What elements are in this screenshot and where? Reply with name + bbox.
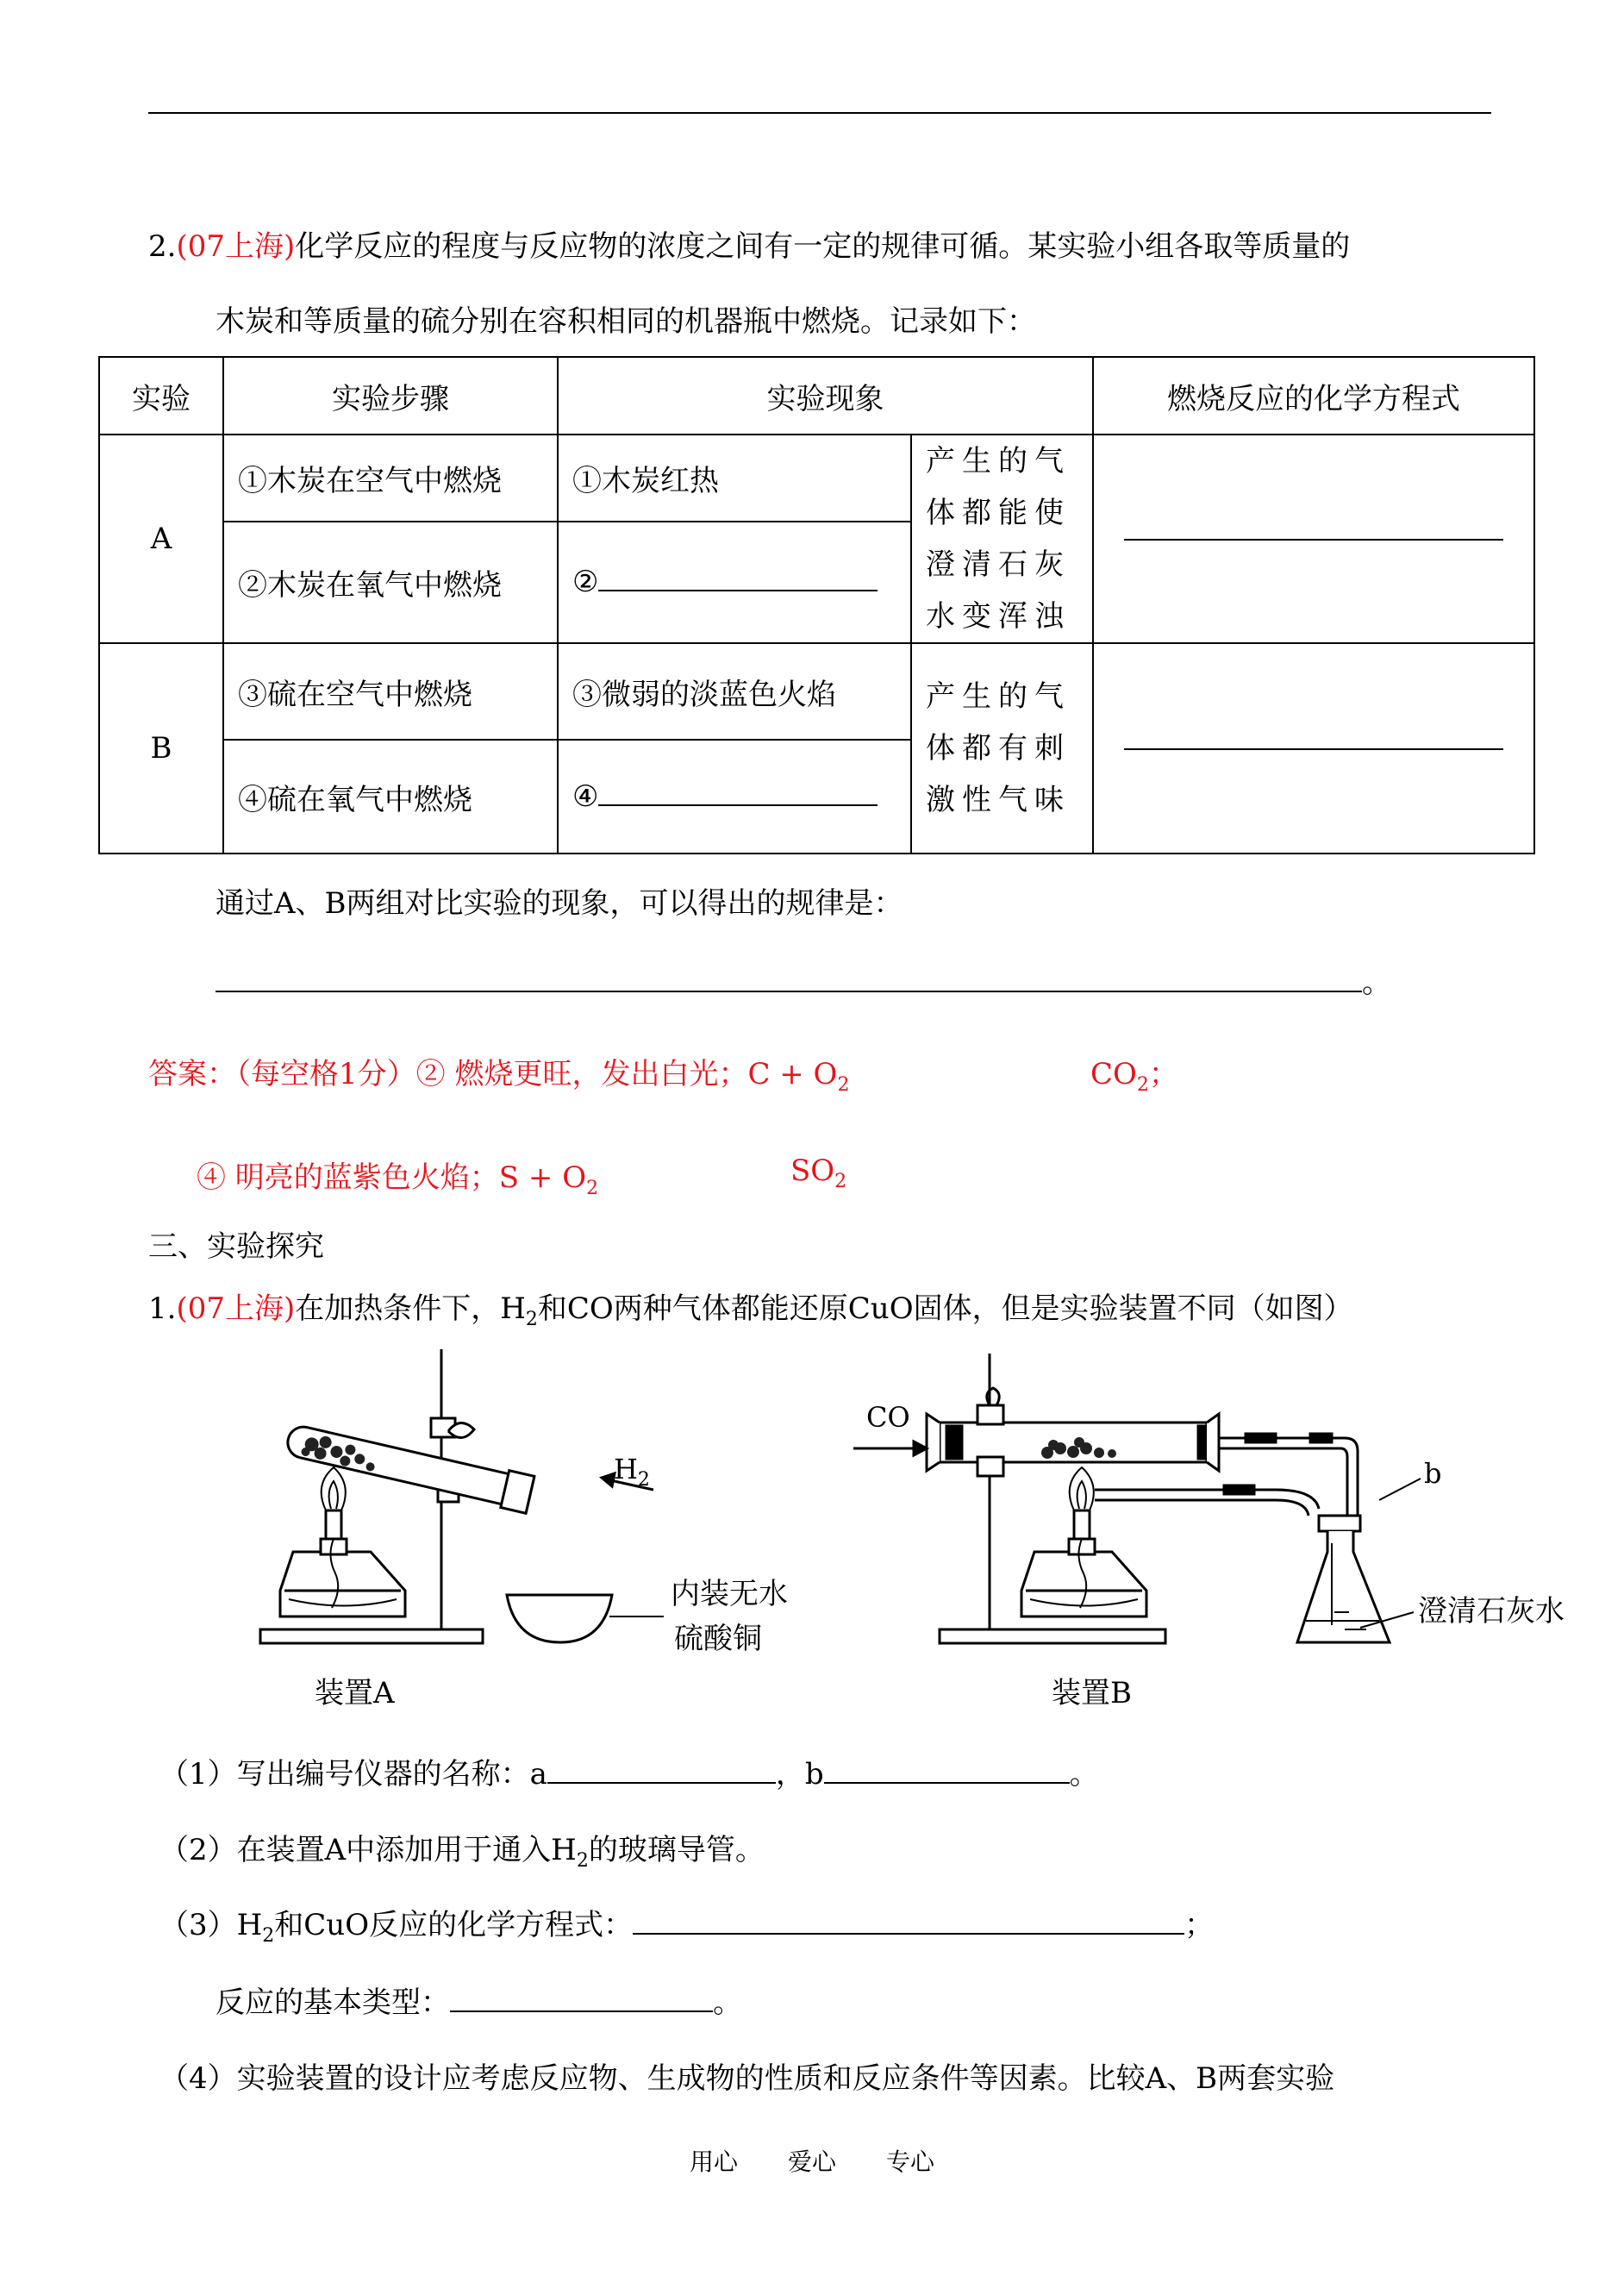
limewater-label: 澄清石灰水 — [1418, 1594, 1565, 1629]
conclusion-blank[interactable] — [215, 990, 1362, 992]
subq-3-type — [215, 1979, 742, 2021]
answer-1-sub: 2 — [837, 1074, 850, 1096]
group-b-obs2-blank[interactable] — [598, 804, 878, 806]
group-b-obs1: ③微弱的淡蓝色火焰 — [558, 643, 911, 740]
table-header-row — [99, 357, 1534, 435]
header-rule — [148, 112, 1491, 114]
q1-number: 1. — [148, 1291, 177, 1326]
subq-4: （4）实验装置的设计应考虑反应物、生成物的性质和反应条件等因素。比较A、B两套实验 — [159, 2061, 1335, 2096]
conclusion-end: 。 — [1362, 966, 1391, 1000]
caption-a: 装置A — [315, 1676, 395, 1710]
stand-base-a — [260, 1629, 483, 1643]
q2-number: 2. — [148, 229, 177, 264]
conclusion-line — [215, 959, 1391, 1001]
subq-3-sub: 2 — [262, 1925, 275, 1947]
answer-line2 — [197, 1154, 599, 1199]
conclusion-prompt: 通过A、B两组对比实验的现象，可以得出的规律是： — [215, 886, 903, 921]
footer-b: 爱心 — [788, 2148, 837, 2176]
group-b-equation-cell — [1093, 643, 1534, 854]
evaporating-dish — [507, 1595, 612, 1642]
answer-2-product — [790, 1154, 847, 1192]
answer-2-product-text: SO — [790, 1154, 835, 1188]
group-a-label: A — [99, 435, 223, 643]
subq-3-type-end: 。 — [713, 1985, 742, 2020]
dish-label-1: 内装无水 — [671, 1577, 788, 1611]
group-b-obs2-cell — [558, 740, 911, 854]
subq-3-type-text: 反应的基本类型： — [215, 1985, 450, 2020]
q1-text-a: 在加热条件下，H — [295, 1291, 526, 1326]
group-b-label: B — [99, 643, 223, 854]
q1-text-b: 和CO两种气体都能还原CuO固体，但是实验装置不同（如图） — [537, 1291, 1353, 1326]
footer-a: 用心 — [690, 2148, 739, 2176]
subq-3-end: ； — [1184, 1908, 1215, 1942]
q2-source: (07上海) — [176, 229, 296, 264]
b-label: b — [1424, 1457, 1442, 1490]
header-steps: 实验步骤 — [223, 357, 558, 435]
reaction-type-blank[interactable] — [450, 2010, 713, 2012]
stand-base-b — [940, 1629, 1165, 1643]
table-row — [99, 435, 1534, 522]
apparatus-a — [260, 1349, 664, 1643]
q2-text-1: 化学反应的程度与反应物的浓度之间有一定的规律可循。某实验小组各取等质量的 — [295, 229, 1351, 264]
dish-label-2: 硫酸铜 — [674, 1622, 762, 1656]
group-a-common: 产生的气体都能使澄清石灰水变浑浊 — [911, 435, 1093, 643]
footer — [690, 2143, 934, 2178]
answer-2-sub: 2 — [586, 1178, 599, 1199]
subq-1-mid: ，b — [775, 1757, 824, 1792]
answer-2-product-sub: 2 — [834, 1171, 847, 1192]
subq-2-sub: 2 — [576, 1850, 589, 1872]
answer-2-text: ④ 明亮的蓝紫色火焰；S + O — [197, 1160, 587, 1195]
group-a-obs2: ② — [572, 565, 599, 600]
group-b-step2: ④硫在氧气中燃烧 — [223, 740, 558, 854]
subq-3-text-b: 和CuO反应的化学方程式： — [274, 1908, 634, 1942]
group-b-obs2: ④ — [572, 779, 599, 814]
subq-3 — [159, 1901, 1215, 1947]
group-a-equation-blank[interactable] — [1124, 538, 1503, 541]
header-equation: 燃烧反应的化学方程式 — [1093, 357, 1534, 435]
q2-line2: 木炭和等质量的硫分别在容积相同的机器瓶中燃烧。记录如下： — [215, 304, 1036, 339]
answer-1-product-text: CO — [1090, 1057, 1137, 1091]
burner-a — [280, 1467, 405, 1617]
apparatus-b — [853, 1354, 1421, 1643]
equation-blank[interactable] — [633, 1932, 1184, 1935]
subq-2 — [159, 1826, 765, 1872]
q2-line1 — [148, 222, 1350, 265]
q1-sub: 2 — [525, 1309, 538, 1330]
group-b-step1: ③硫在空气中燃烧 — [223, 643, 558, 740]
subq-3-text-a: （3）H — [159, 1908, 263, 1942]
answer-line1 — [148, 1050, 850, 1096]
blank-a[interactable] — [547, 1781, 776, 1784]
group-a-step1: ①木炭在空气中燃烧 — [223, 435, 558, 522]
h2-label: $H_2$ — [614, 1453, 650, 1491]
footer-c: 专心 — [886, 2148, 935, 2176]
apparatus-figure — [0, 1328, 1624, 1733]
subq-1-end: 。 — [1069, 1757, 1099, 1792]
subq-2-text-a: （2）在装置A中添加用于通入H — [159, 1833, 577, 1867]
subq-2-text-b: 的玻璃导管。 — [588, 1833, 765, 1867]
answer-1-text: 答案：（每空格1分）② 燃烧更旺，发出白光；C + O — [148, 1057, 838, 1091]
table-row — [99, 643, 1534, 740]
group-a-obs2-blank[interactable] — [598, 589, 878, 591]
group-a-equation-cell — [1093, 435, 1534, 643]
group-b-equation-blank[interactable] — [1124, 747, 1503, 750]
subq-1 — [159, 1750, 1099, 1792]
subq-1-text: （1）写出编号仪器的名称：a — [159, 1757, 547, 1792]
co-label: CO — [866, 1401, 910, 1434]
experiment-table — [98, 356, 1535, 854]
header-phenomenon: 实验现象 — [558, 357, 1093, 435]
answer-1-end: ； — [1148, 1057, 1178, 1091]
q1-line — [148, 1285, 1353, 1330]
blank-b[interactable] — [824, 1781, 1070, 1784]
section-title: 三、实验探究 — [148, 1229, 324, 1264]
q1-source: (07上海) — [176, 1291, 296, 1326]
answer-1-product — [1090, 1050, 1178, 1096]
group-b-common: 产生的气体都有刺激性气味 — [911, 643, 1093, 854]
group-a-step2: ②木炭在氧气中燃烧 — [223, 522, 558, 643]
caption-b: 装置B — [1052, 1676, 1132, 1710]
answer-1-product-sub: 2 — [1136, 1074, 1149, 1096]
group-a-obs1: ①木炭红热 — [558, 435, 911, 522]
header-experiment: 实验 — [99, 357, 223, 435]
group-a-obs2-cell — [558, 522, 911, 643]
